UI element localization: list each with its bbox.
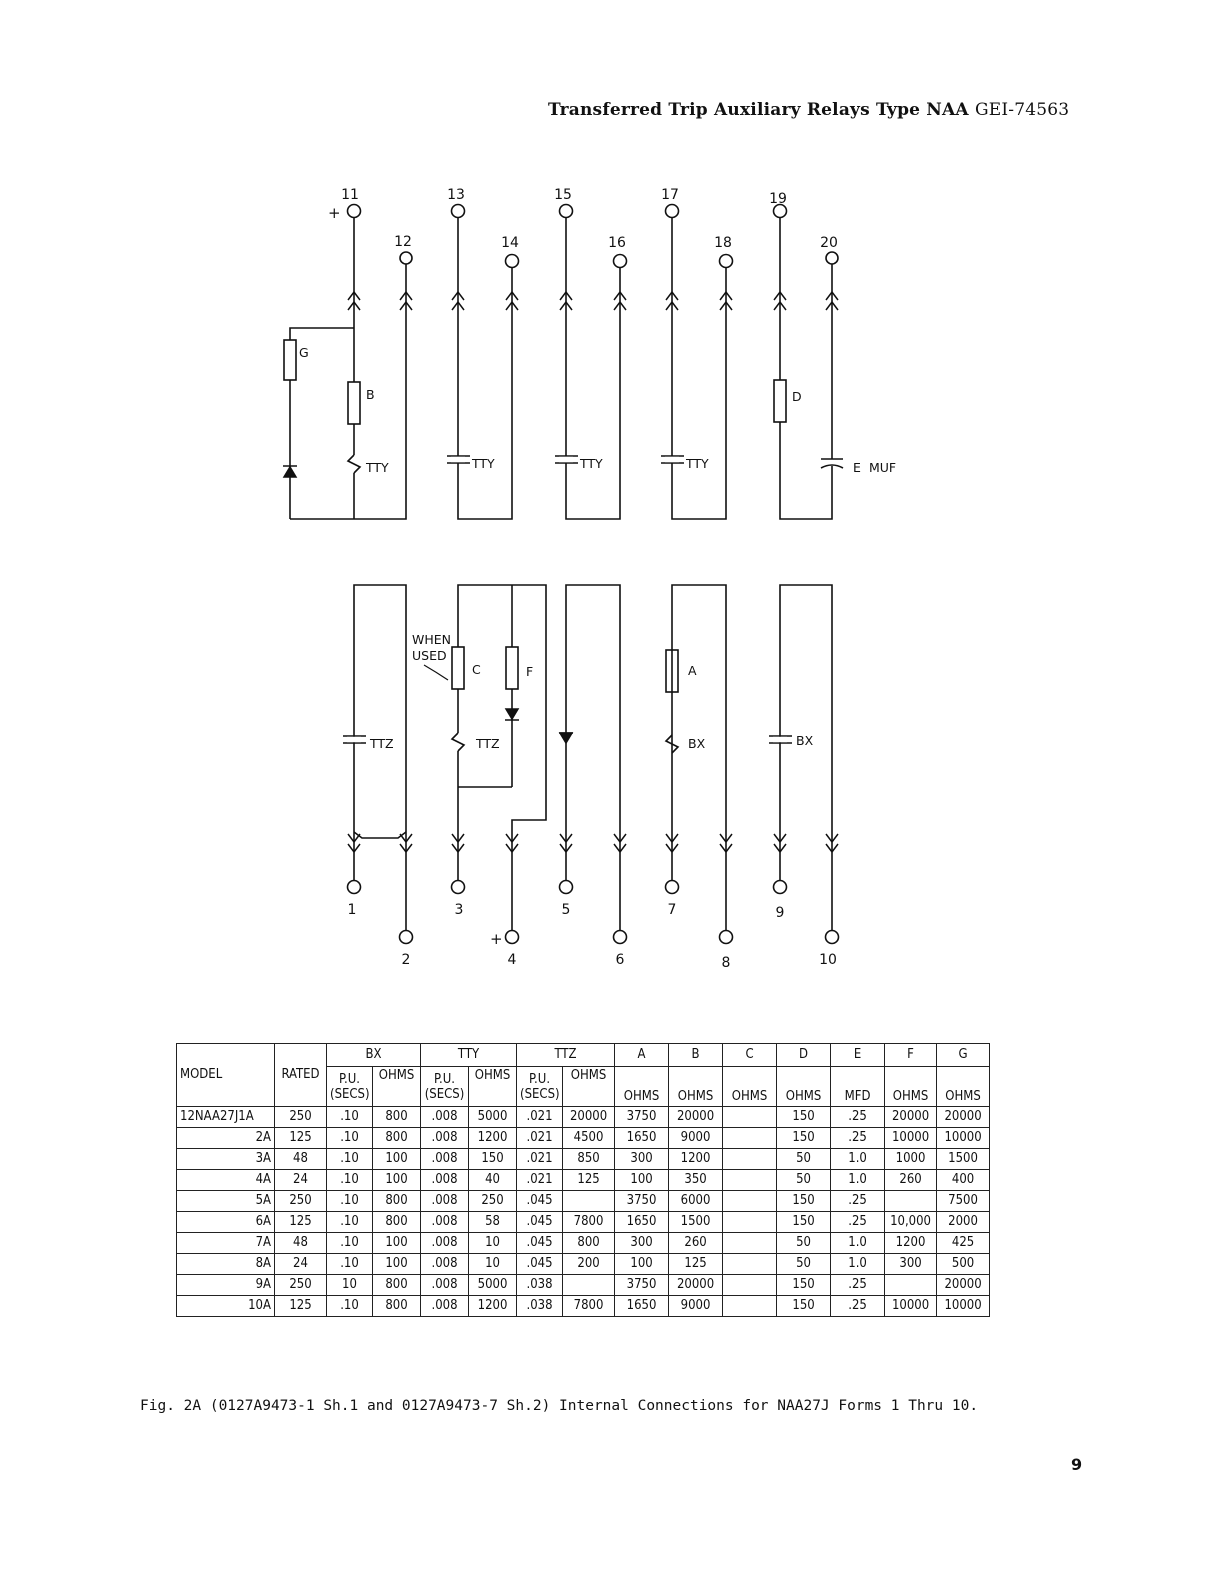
table-cell: .008 bbox=[421, 1296, 469, 1317]
table-cell: .25 bbox=[831, 1191, 885, 1212]
table-cell: 6000 bbox=[669, 1191, 723, 1212]
positive-mark: + bbox=[490, 930, 503, 948]
model-cell: 7A bbox=[177, 1233, 275, 1254]
table-cell: .008 bbox=[421, 1107, 469, 1128]
table-cell: 10 bbox=[327, 1275, 373, 1296]
figure-caption: Fig. 2A (0127A9473-1 Sh.1 and 0127A9473-7 Sh.2) Internal Connections for NAA27J Forms 1 Thru 10. bbox=[140, 1398, 979, 1414]
table-cell: 1200 bbox=[885, 1233, 937, 1254]
header-c: C bbox=[723, 1044, 777, 1067]
header-bx: BX bbox=[327, 1044, 421, 1067]
header-e: E bbox=[831, 1044, 885, 1067]
table-cell: 260 bbox=[669, 1233, 723, 1254]
model-cell: 4A bbox=[177, 1170, 275, 1191]
table-cell: .008 bbox=[421, 1128, 469, 1149]
subheader-d-ohms: OHMS bbox=[777, 1067, 831, 1107]
table-cell: 48 bbox=[275, 1233, 327, 1254]
header-ttz: TTZ bbox=[517, 1044, 615, 1067]
relay-ratings-table bbox=[176, 1043, 990, 1317]
table-cell: 1000 bbox=[885, 1149, 937, 1170]
table-cell: 20000 bbox=[937, 1275, 990, 1296]
table-cell: 250 bbox=[275, 1107, 327, 1128]
header-doc-code: GEI-74563 bbox=[974, 100, 1070, 120]
table-cell: .008 bbox=[421, 1254, 469, 1275]
table-cell: 425 bbox=[937, 1233, 990, 1254]
table-cell: .008 bbox=[421, 1170, 469, 1191]
header-model: MODEL bbox=[177, 1044, 275, 1107]
label-bx: BX bbox=[688, 736, 706, 751]
table-cell bbox=[723, 1107, 777, 1128]
table-cell: 1500 bbox=[669, 1212, 723, 1233]
label-tty: TTY bbox=[686, 456, 709, 471]
table-cell: 24 bbox=[275, 1254, 327, 1275]
model-cell: 6A bbox=[177, 1212, 275, 1233]
page-number: 9 bbox=[1071, 1455, 1083, 1474]
model-cell: 5A bbox=[177, 1191, 275, 1212]
table-cell: 10,000 bbox=[885, 1212, 937, 1233]
terminal-label: 20 bbox=[820, 235, 838, 251]
table-cell: .10 bbox=[327, 1149, 373, 1170]
table-cell: 10 bbox=[469, 1233, 517, 1254]
table-cell: 10 bbox=[469, 1254, 517, 1275]
table-cell: 5000 bbox=[469, 1275, 517, 1296]
table-cell: .021 bbox=[517, 1170, 563, 1191]
header-b: B bbox=[669, 1044, 723, 1067]
table-cell: .008 bbox=[421, 1233, 469, 1254]
table-cell: 1200 bbox=[669, 1149, 723, 1170]
model-cell: 10A bbox=[177, 1296, 275, 1317]
label-when: WHEN bbox=[412, 632, 452, 647]
table-cell: 250 bbox=[275, 1191, 327, 1212]
table-cell: .021 bbox=[517, 1128, 563, 1149]
label-ttz: TTZ bbox=[476, 736, 500, 751]
table-cell: 40 bbox=[469, 1170, 517, 1191]
table-cell: 800 bbox=[373, 1128, 421, 1149]
table-cell: 200 bbox=[563, 1254, 615, 1275]
header-tty: TTY bbox=[421, 1044, 517, 1067]
subheader-ttz-pu: P.U. (SECS) bbox=[517, 1067, 563, 1107]
table-cell: 800 bbox=[373, 1107, 421, 1128]
label-used: USED bbox=[412, 648, 447, 663]
terminal-label: 14 bbox=[501, 235, 519, 251]
table-cell: .038 bbox=[517, 1275, 563, 1296]
label-a: A bbox=[688, 663, 697, 678]
terminal-label: 3 bbox=[454, 902, 464, 918]
header-f: F bbox=[885, 1044, 937, 1067]
table-cell: 58 bbox=[469, 1212, 517, 1233]
table-cell: 1.0 bbox=[831, 1149, 885, 1170]
label-d: D bbox=[792, 389, 802, 404]
subheader-b-ohms: OHMS bbox=[669, 1067, 723, 1107]
table-cell: 7800 bbox=[563, 1296, 615, 1317]
table-cell: 125 bbox=[563, 1170, 615, 1191]
table-cell: 1200 bbox=[469, 1296, 517, 1317]
table-cell: 7500 bbox=[937, 1191, 990, 1212]
table-row bbox=[177, 1107, 990, 1128]
table-cell: 150 bbox=[777, 1128, 831, 1149]
table-cell: 50 bbox=[777, 1149, 831, 1170]
table-cell: .10 bbox=[327, 1170, 373, 1191]
table-cell: .021 bbox=[517, 1149, 563, 1170]
table-cell: 9000 bbox=[669, 1128, 723, 1149]
table-cell: 3750 bbox=[615, 1107, 669, 1128]
terminal-label: 15 bbox=[554, 187, 572, 203]
subheader-f-ohms: OHMS bbox=[885, 1067, 937, 1107]
table-cell bbox=[723, 1233, 777, 1254]
table-cell bbox=[723, 1191, 777, 1212]
terminal-label: 6 bbox=[615, 952, 625, 968]
table-cell: 50 bbox=[777, 1254, 831, 1275]
table-cell: .038 bbox=[517, 1296, 563, 1317]
table-cell: 500 bbox=[937, 1254, 990, 1275]
subheader-g-ohms: OHMS bbox=[937, 1067, 990, 1107]
label-g: G bbox=[299, 345, 309, 360]
table-cell: .045 bbox=[517, 1233, 563, 1254]
table-row bbox=[177, 1191, 990, 1212]
subheader-tty-ohms: OHMS bbox=[469, 1067, 517, 1107]
table-cell: 125 bbox=[275, 1212, 327, 1233]
relay-ratings-table-container bbox=[176, 1043, 989, 1317]
header-a: A bbox=[615, 1044, 669, 1067]
table-cell: 1.0 bbox=[831, 1170, 885, 1191]
table-cell: 20000 bbox=[937, 1107, 990, 1128]
header-title: Transferred Trip Auxiliary Relays Type NAA bbox=[548, 100, 969, 120]
table-row bbox=[177, 1170, 990, 1191]
terminal-label: 12 bbox=[394, 234, 412, 250]
model-cell: 8A bbox=[177, 1254, 275, 1275]
table-cell: 1650 bbox=[615, 1212, 669, 1233]
table-cell: 125 bbox=[275, 1296, 327, 1317]
table-cell: .25 bbox=[831, 1212, 885, 1233]
table-cell: 1500 bbox=[937, 1149, 990, 1170]
table-group-header-row bbox=[177, 1044, 990, 1067]
positive-mark: + bbox=[328, 204, 341, 222]
table-cell: 20000 bbox=[885, 1107, 937, 1128]
terminal-label: 8 bbox=[721, 955, 731, 971]
table-cell: 100 bbox=[373, 1233, 421, 1254]
table-cell: .25 bbox=[831, 1107, 885, 1128]
terminal-label: 16 bbox=[608, 235, 626, 251]
wiring bbox=[284, 218, 843, 930]
table-cell: 2000 bbox=[937, 1212, 990, 1233]
table-cell: .008 bbox=[421, 1191, 469, 1212]
table-cell: .10 bbox=[327, 1128, 373, 1149]
table-cell: 350 bbox=[669, 1170, 723, 1191]
table-cell: .10 bbox=[327, 1212, 373, 1233]
component-labels bbox=[299, 345, 896, 751]
table-cell: 10000 bbox=[885, 1296, 937, 1317]
model-cell: 2A bbox=[177, 1128, 275, 1149]
table-cell: 150 bbox=[777, 1296, 831, 1317]
subheader-bx-pu: P.U. (SECS) bbox=[327, 1067, 373, 1107]
table-cell bbox=[723, 1128, 777, 1149]
table-cell: 48 bbox=[275, 1149, 327, 1170]
subheader-a-ohms: OHMS bbox=[615, 1067, 669, 1107]
label-ttz: TTZ bbox=[370, 736, 394, 751]
table-cell: 50 bbox=[777, 1170, 831, 1191]
table-cell: 10000 bbox=[937, 1296, 990, 1317]
terminal-label: 18 bbox=[714, 235, 732, 251]
table-cell: 9000 bbox=[669, 1296, 723, 1317]
table-cell: 100 bbox=[373, 1170, 421, 1191]
table-cell: 300 bbox=[885, 1254, 937, 1275]
table-cell: 100 bbox=[615, 1254, 669, 1275]
table-cell: .008 bbox=[421, 1149, 469, 1170]
table-cell: 100 bbox=[373, 1149, 421, 1170]
label-b: B bbox=[366, 387, 375, 402]
subheader-c-ohms: OHMS bbox=[723, 1067, 777, 1107]
table-cell bbox=[563, 1191, 615, 1212]
label-muf: MUF bbox=[869, 460, 897, 475]
table-cell: 300 bbox=[615, 1233, 669, 1254]
table-cell: .10 bbox=[327, 1107, 373, 1128]
subheader-e-mfd: MFD bbox=[831, 1067, 885, 1107]
label-e: E bbox=[853, 460, 861, 475]
terminal-label: 2 bbox=[401, 952, 411, 968]
model-cell: 9A bbox=[177, 1275, 275, 1296]
terminal-label: 10 bbox=[819, 952, 837, 968]
table-cell: 100 bbox=[615, 1170, 669, 1191]
label-tty: TTY bbox=[472, 456, 495, 471]
table-cell: .10 bbox=[327, 1233, 373, 1254]
diode-icons bbox=[283, 466, 573, 743]
table-cell bbox=[723, 1296, 777, 1317]
table-row bbox=[177, 1212, 990, 1233]
table-cell bbox=[723, 1212, 777, 1233]
table-cell bbox=[723, 1275, 777, 1296]
terminal-label: 13 bbox=[447, 187, 465, 203]
table-cell: 1650 bbox=[615, 1128, 669, 1149]
table-cell: 100 bbox=[373, 1254, 421, 1275]
header-d: D bbox=[777, 1044, 831, 1067]
table-cell: 20000 bbox=[669, 1275, 723, 1296]
table-cell: 800 bbox=[373, 1296, 421, 1317]
table-cell: 250 bbox=[275, 1275, 327, 1296]
table-cell bbox=[723, 1254, 777, 1275]
table-cell bbox=[563, 1275, 615, 1296]
table-cell: .021 bbox=[517, 1107, 563, 1128]
table-cell: 1200 bbox=[469, 1128, 517, 1149]
terminal-label: 19 bbox=[769, 191, 787, 207]
table-row bbox=[177, 1128, 990, 1149]
table-cell: 300 bbox=[615, 1149, 669, 1170]
table-row bbox=[177, 1149, 990, 1170]
table-cell: 50 bbox=[777, 1233, 831, 1254]
table-cell: 800 bbox=[373, 1275, 421, 1296]
header-g: G bbox=[937, 1044, 990, 1067]
subheader-bx-ohms: OHMS bbox=[373, 1067, 421, 1107]
table-cell: 5000 bbox=[469, 1107, 517, 1128]
table-cell: 800 bbox=[563, 1233, 615, 1254]
terminal-label: 5 bbox=[561, 902, 571, 918]
table-cell: 7800 bbox=[563, 1212, 615, 1233]
table-cell: 24 bbox=[275, 1170, 327, 1191]
when-used-leader bbox=[424, 665, 448, 680]
table-cell bbox=[885, 1191, 937, 1212]
table-row bbox=[177, 1296, 990, 1317]
model-cell: 3A bbox=[177, 1149, 275, 1170]
terminal-label: 1 bbox=[347, 902, 357, 918]
table-cell: 400 bbox=[937, 1170, 990, 1191]
table-cell: 20000 bbox=[669, 1107, 723, 1128]
model-cell: 12NAA27J1A bbox=[177, 1107, 275, 1128]
table-cell: .008 bbox=[421, 1275, 469, 1296]
label-f: F bbox=[526, 664, 534, 679]
table-row bbox=[177, 1233, 990, 1254]
table-cell: .045 bbox=[517, 1191, 563, 1212]
table-cell: .10 bbox=[327, 1296, 373, 1317]
terminal-label: 7 bbox=[667, 902, 677, 918]
table-cell: 10000 bbox=[885, 1128, 937, 1149]
table-cell: .045 bbox=[517, 1212, 563, 1233]
subheader-tty-pu: P.U. (SECS) bbox=[421, 1067, 469, 1107]
terminal-label: 11 bbox=[341, 187, 359, 203]
label-tty: TTY bbox=[580, 456, 603, 471]
table-cell: 150 bbox=[777, 1275, 831, 1296]
table-cell: 125 bbox=[669, 1254, 723, 1275]
drawout-contacts-upper bbox=[348, 292, 838, 310]
table-cell: 125 bbox=[275, 1128, 327, 1149]
terminal-label: 17 bbox=[661, 187, 679, 203]
table-cell: 1650 bbox=[615, 1296, 669, 1317]
table-body bbox=[177, 1107, 990, 1317]
table-cell: .045 bbox=[517, 1254, 563, 1275]
table-cell: .10 bbox=[327, 1191, 373, 1212]
table-cell: 4500 bbox=[563, 1128, 615, 1149]
table-cell: 150 bbox=[777, 1191, 831, 1212]
table-cell: .25 bbox=[831, 1296, 885, 1317]
terminal-numbers-bottom bbox=[348, 902, 837, 971]
table-cell bbox=[885, 1275, 937, 1296]
table-cell bbox=[723, 1170, 777, 1191]
table-cell: .10 bbox=[327, 1254, 373, 1275]
table-cell bbox=[723, 1149, 777, 1170]
table-cell: 1.0 bbox=[831, 1254, 885, 1275]
table-cell: 150 bbox=[469, 1149, 517, 1170]
table-cell: 10000 bbox=[937, 1128, 990, 1149]
table-cell: 150 bbox=[777, 1212, 831, 1233]
table-cell: .25 bbox=[831, 1275, 885, 1296]
table-row bbox=[177, 1254, 990, 1275]
terminal-circles bbox=[348, 205, 839, 944]
header-rated: RATED bbox=[275, 1044, 327, 1107]
terminal-numbers-top bbox=[341, 187, 838, 251]
label-bx: BX bbox=[796, 733, 814, 748]
table-cell: 3750 bbox=[615, 1275, 669, 1296]
subheader-ttz-ohms: OHMS bbox=[563, 1067, 615, 1107]
table-cell: 850 bbox=[563, 1149, 615, 1170]
label-c: C bbox=[472, 662, 481, 677]
label-tty: TTY bbox=[366, 460, 389, 475]
table-cell: .25 bbox=[831, 1128, 885, 1149]
table-cell: 800 bbox=[373, 1191, 421, 1212]
table-cell: .008 bbox=[421, 1212, 469, 1233]
drawout-contacts-lower bbox=[348, 834, 838, 852]
terminal-label: 4 bbox=[507, 952, 517, 968]
terminal-label: 9 bbox=[775, 905, 785, 921]
table-row bbox=[177, 1275, 990, 1296]
table-cell: 150 bbox=[777, 1107, 831, 1128]
table-cell: 250 bbox=[469, 1191, 517, 1212]
table-cell: 20000 bbox=[563, 1107, 615, 1128]
table-cell: 800 bbox=[373, 1212, 421, 1233]
table-cell: 260 bbox=[885, 1170, 937, 1191]
table-cell: 1.0 bbox=[831, 1233, 885, 1254]
table-cell: 3750 bbox=[615, 1191, 669, 1212]
